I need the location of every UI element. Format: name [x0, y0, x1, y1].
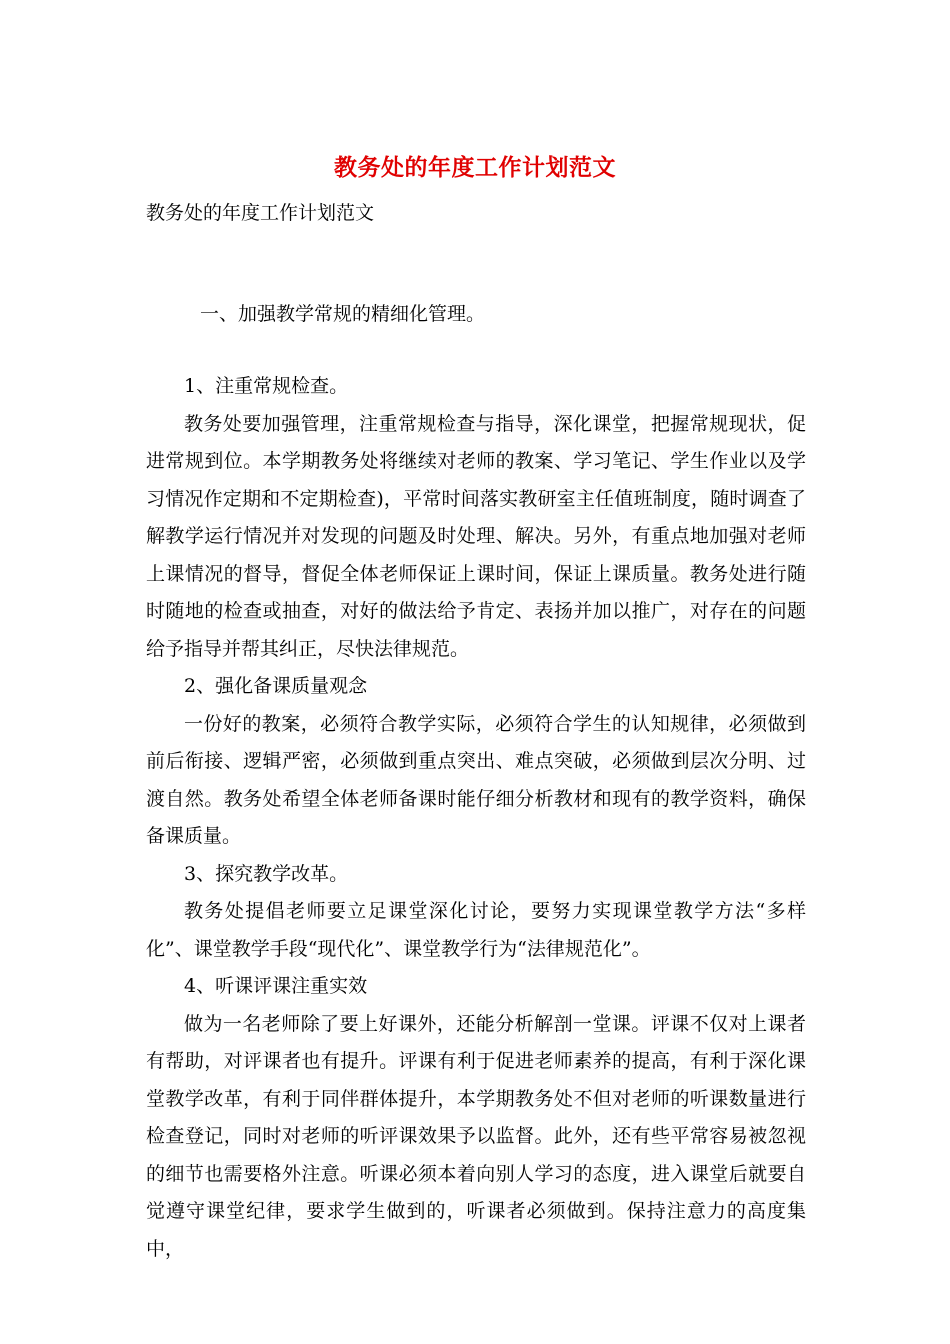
item-heading-2: 2、强化备课质量观念	[184, 675, 368, 697]
item-heading-4: 4、听课评课注重实效	[184, 975, 368, 997]
paragraph-2: 一份好的教案，必须符合教学实际，必须符合学生的认知规律，必须做到前后衔接、逻辑严密，必须做到重点突出、难点突破，必须做到层次分明、过渡自然。教务处希望全体老师备课时能仔细分析教材和现有的教学资料，确保备课质量。	[146, 712, 806, 847]
paragraph-3: 教务处提倡老师要立足课堂深化讨论，要努力实现课堂教学方法“多样化”、课堂教学手段“现代化”、课堂教学行为“法律规范化”。	[146, 900, 806, 960]
item-heading-3: 3、探究教学改革。	[184, 862, 349, 885]
document-body	[146, 368, 806, 1268]
document-title: 教务处的年度工作计划范文	[334, 154, 616, 181]
item-heading-1: 1、注重常规检查。	[184, 375, 349, 397]
document-subtitle: 教务处的年度工作计划范文	[146, 202, 375, 224]
paragraph-1: 教务处要加强管理，注重常规检查与指导，深化课堂，把握常规现状，促进常规到位。本学期教务处将继续对老师的教案、学习笔记、学生作业以及学习情况作定期和不定期检查)，平常时间落实教研室主任值班制度，随时调查了解教学运行情况并对发现的问题及时处理、解决。另外，有重点地加强对老师上课情况的督导，督促全体老师保证上课时间，保证上课质量。教务处进行随时随地的检查或抽查，对好的做法给予肯定、表扬并加以推广，对存在的问题给予指导并帮其纠正，尽快法律规范。	[146, 412, 806, 660]
section-heading: 一、加强教学常规的精细化管理。	[200, 303, 486, 325]
paragraph-4: 做为一名老师除了要上好课外，还能分析解剖一堂课。评课不仅对上课者有帮助，对评课者也有提升。评课有利于促进老师素养的提高，有利于深化课堂教学改革，有利于同伴群体提升，本学期教务处不但对老师的听课数量进行检查登记，同时对老师的听评课效果予以监督。此外，还有些平常容易被忽视的细节也需要格外注意。听课必须本着向别人学习的态度，进入课堂后就要自觉遵守课堂纪律，要求学生做到的，听课者必须做到。保持注意力的高度集中，	[146, 1012, 806, 1260]
